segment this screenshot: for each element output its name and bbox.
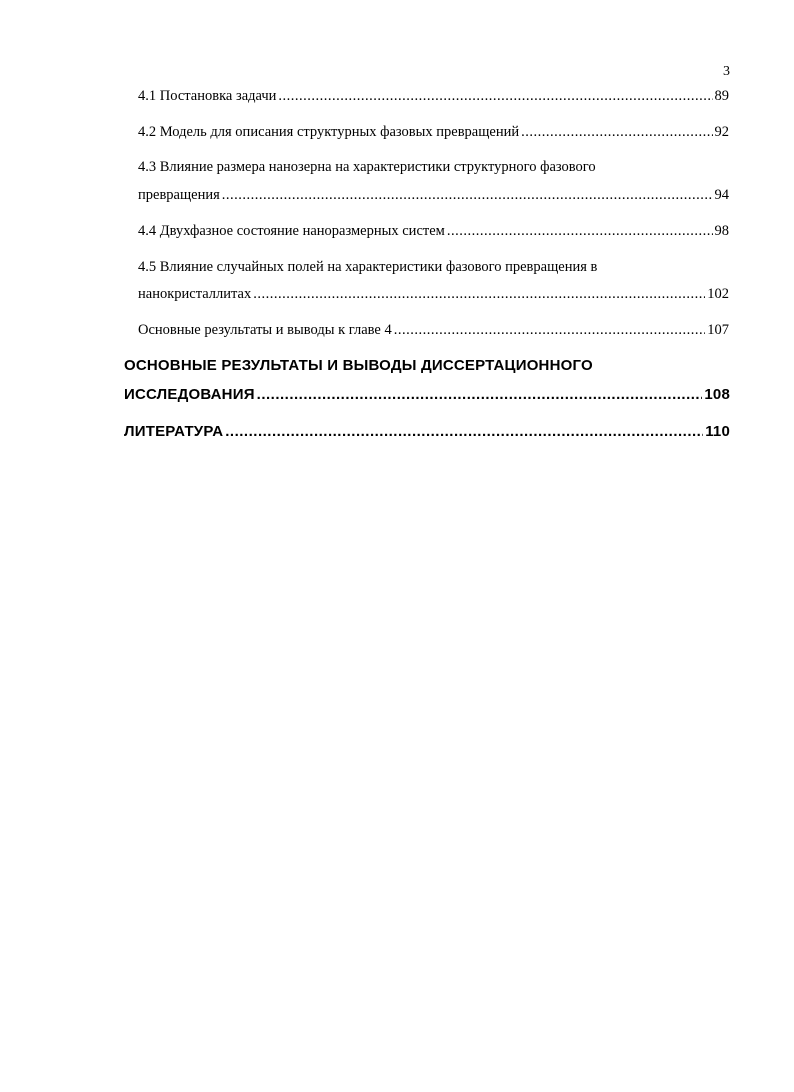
toc-entry-page: 98 [714, 223, 729, 239]
toc-entry-title: нанокристаллитах [138, 286, 252, 302]
toc-leader-dots [394, 322, 706, 339]
toc-leader-dots [257, 386, 703, 403]
toc-entry-4-3[interactable] [138, 187, 729, 204]
toc-entry-title: 4.2 Модель для описания структурных фазовых превращений [138, 124, 520, 140]
toc-entry-page: 107 [707, 322, 729, 338]
toc-entry-4-5[interactable] [138, 286, 729, 303]
toc-entry-4-4[interactable] [138, 223, 729, 240]
toc-entry-title: Основные результаты и выводы к главе 4 [138, 322, 392, 338]
toc-entry-title: превращения [138, 187, 220, 203]
toc-entry-conclusions-line1[interactable]: ОСНОВНЫЕ РЕЗУЛЬТАТЫ И ВЫВОДЫ ДИССЕРТАЦИОННОГО [124, 357, 593, 374]
toc-entry-4-3-line1[interactable]: 4.3 Влияние размера нанозерна на характеристики структурного фазового [138, 159, 596, 175]
toc-entry-summary-4[interactable] [138, 322, 729, 339]
toc-entry-page: 89 [714, 88, 729, 104]
toc-entry-title: ИССЛЕДОВАНИЯ [124, 386, 255, 403]
toc-leader-dots [521, 124, 712, 141]
toc-leader-dots [278, 88, 712, 105]
toc-entry-literature[interactable] [124, 423, 730, 440]
toc-entry-title: ЛИТЕРАТУРА [124, 423, 224, 440]
toc-entry-4-1[interactable] [138, 88, 729, 105]
toc-entry-title: 4.4 Двухфазное состояние наноразмерных систем [138, 223, 445, 239]
toc-entry-page: 92 [714, 124, 729, 140]
toc-entry-title: 4.1 Постановка задачи [138, 88, 277, 104]
toc-entry-4-2[interactable] [138, 124, 729, 141]
toc-entry-page: 110 [705, 423, 730, 440]
toc-entry-conclusions[interactable] [124, 386, 730, 403]
toc-leader-dots [447, 223, 713, 240]
toc-entry-page: 102 [707, 286, 729, 302]
toc-entry-page: 94 [714, 187, 729, 203]
page-number: 3 [723, 64, 730, 79]
toc-leader-dots [253, 286, 705, 303]
toc-leader-dots [225, 423, 703, 440]
toc-entry-4-5-line1[interactable]: 4.5 Влияние случайных полей на характеристики фазового превращения в [138, 259, 598, 275]
toc-leader-dots [222, 187, 713, 204]
toc-entry-page: 108 [704, 386, 730, 403]
